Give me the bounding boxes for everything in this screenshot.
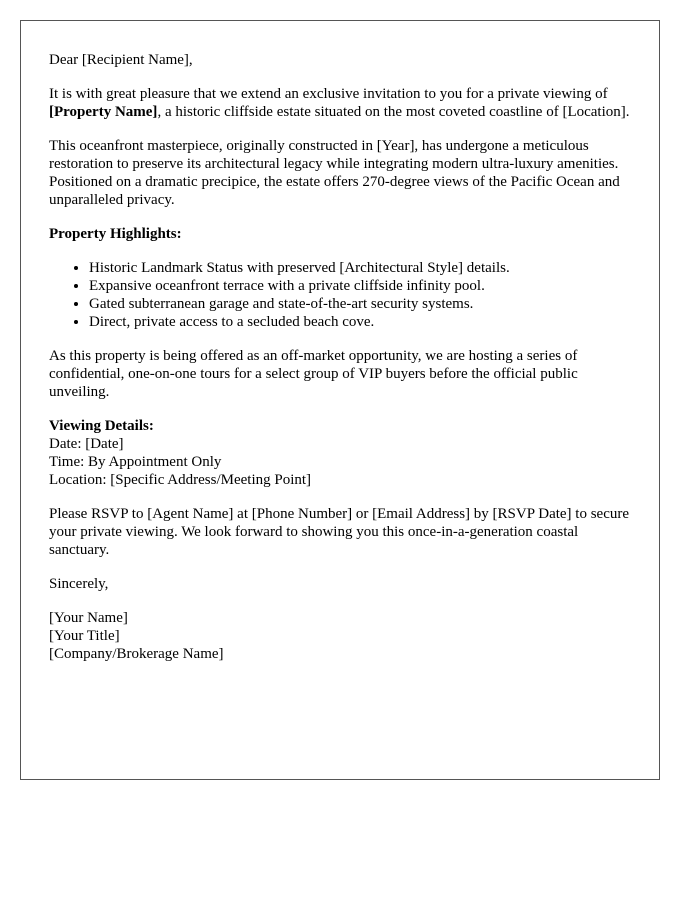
salutation: Dear [Recipient Name], [49, 52, 193, 68]
viewing-time: Time: By Appointment Only [49, 454, 222, 470]
highlight-item: • Gated subterranean garage and state-of-the-art security systems. [89, 295, 631, 313]
viewing-date: Date: [Date] [49, 436, 124, 452]
signature-title: [Your Title] [49, 628, 120, 644]
highlights-heading [49, 225, 631, 243]
highlights-list [49, 259, 631, 331]
property-name: [Property Name] [49, 104, 158, 120]
signature-name: [Your Name] [49, 610, 128, 626]
viewing-location: Location: [Specific Address/Meeting Point] [49, 472, 312, 488]
signature-block [49, 609, 631, 663]
highlight-item: • Expansive oceanfront terrace with a private cliffside infinity pool. [89, 277, 631, 295]
highlight-item: • Historic Landmark Status with preserved [Architectural Style] details. [89, 259, 631, 277]
intro-paragraph [49, 85, 631, 121]
highlights-heading-text: Property Highlights: [49, 226, 182, 242]
rsvp-paragraph: Please RSVP to [Agent Name] at [Phone Number] or [Email Address] by [RSVP Date] to secure your private viewing. We look forward to showing you this once-in-a-generation coastal sanctuary. [49, 506, 630, 558]
highlight-item: • Direct, private access to a secluded beach cove. [89, 313, 631, 331]
offmarket-paragraph: As this property is being offered as an off-market opportunity, we are hosting a series of confidential, one-on-one tours for a select group of VIP buyers before the official public unveiling. [49, 348, 578, 400]
signature-company: [Company/Brokerage Name] [49, 646, 224, 662]
viewing-details [49, 417, 631, 489]
description-paragraph: This oceanfront masterpiece, originally constructed in [Year], has undergone a meticulous restoration to preserve its architectural legacy while integrating modern ultra-luxury amenities. Positioned on a dramatic precipice, the estate offers 270-degree views of the Pacific Ocean and unparalleled privacy. [49, 138, 620, 208]
letter-page [20, 20, 660, 780]
closing: Sincerely, [49, 576, 109, 592]
intro-text-after: , a historic cliffside estate situated on the most coveted coastline of [Location]. [157, 104, 630, 120]
intro-text-before: It is with great pleasure that we extend an exclusive invitation to you for a private viewing of [49, 86, 608, 102]
viewing-heading: Viewing Details: [49, 418, 154, 434]
